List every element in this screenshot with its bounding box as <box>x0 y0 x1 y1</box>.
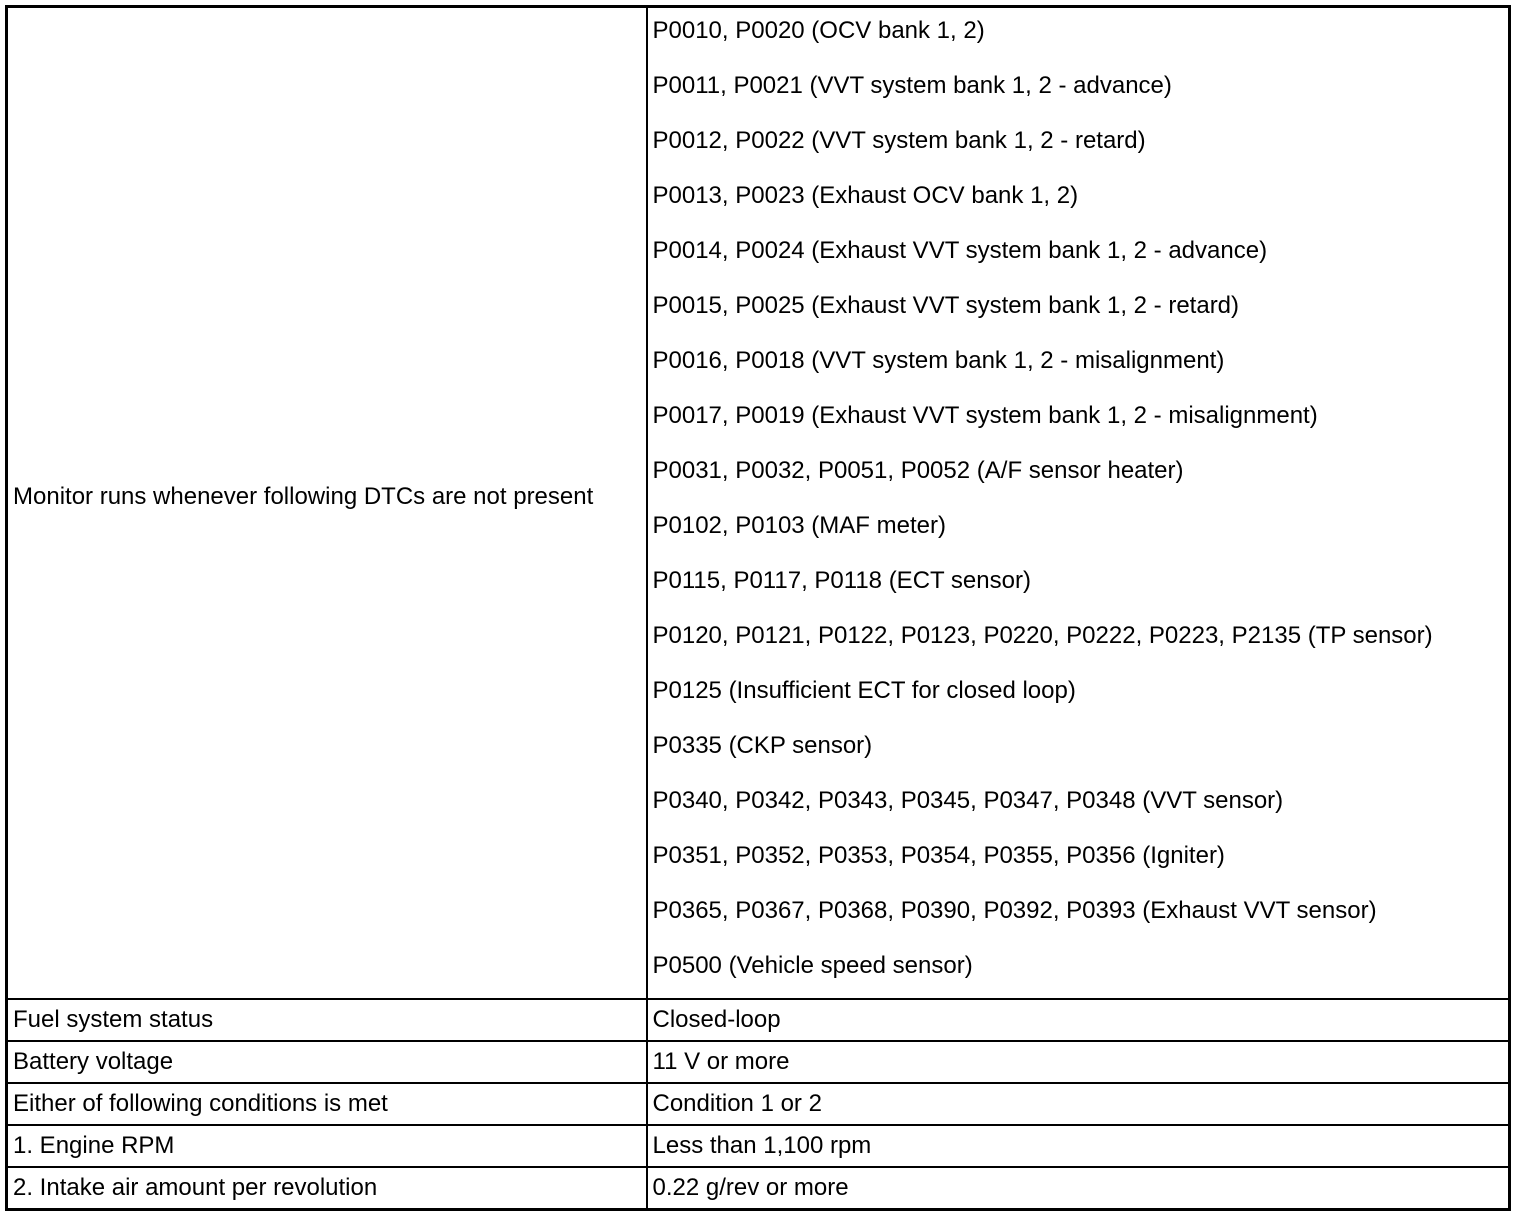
table-row-engine-rpm <box>7 1125 1510 1167</box>
dtc-item: P0500 (Vehicle speed sensor) <box>652 952 973 979</box>
dtc-item: P0351, P0352, P0353, P0354, P0355, P0356 (Igniter) <box>652 842 1225 869</box>
dtc-item: P0125 (Insufficient ECT for closed loop) <box>652 677 1076 704</box>
row-value: 0.22 g/rev or more <box>647 1167 1510 1209</box>
row-label: Fuel system status <box>7 999 647 1041</box>
table-row-either-condition <box>7 1083 1510 1125</box>
dtc-item: P0102, P0103 (MAF meter) <box>652 512 946 539</box>
row-label: Either of following conditions is met <box>7 1083 647 1125</box>
dtc-item: P0335 (CKP sensor) <box>652 732 873 759</box>
dtc-item: P0014, P0024 (Exhaust VVT system bank 1, 2 - advance) <box>652 237 1268 264</box>
dtc-item: P0013, P0023 (Exhaust OCV bank 1, 2) <box>652 182 1079 209</box>
dtc-item: P0115, P0117, P0118 (ECT sensor) <box>652 567 1031 594</box>
row-label: 2. Intake air amount per revolution <box>7 1167 647 1209</box>
dtc-item: P0340, P0342, P0343, P0345, P0347, P0348 (VVT sensor) <box>652 787 1284 814</box>
condition-label-cell <box>7 7 647 1000</box>
row-value: Closed-loop <box>647 999 1510 1041</box>
monitor-conditions-table <box>5 5 1511 1211</box>
dtc-item: P0365, P0367, P0368, P0390, P0392, P0393 (Exhaust VVT sensor) <box>652 897 1377 924</box>
table-row-dtc-conditions <box>7 7 1510 1000</box>
condition-label: Monitor runs whenever following DTCs are not present <box>13 483 594 510</box>
dtc-item: P0016, P0018 (VVT system bank 1, 2 - misalignment) <box>652 347 1225 374</box>
dtc-item: P0015, P0025 (Exhaust VVT system bank 1, 2 - retard) <box>652 292 1240 319</box>
row-label: 1. Engine RPM <box>7 1125 647 1167</box>
row-value: 11 V or more <box>647 1041 1510 1083</box>
dtc-item: P0120, P0121, P0122, P0123, P0220, P0222, P0223, P2135 (TP sensor) <box>652 622 1433 649</box>
table-row-battery-voltage <box>7 1041 1510 1083</box>
table-row-intake-air <box>7 1167 1510 1209</box>
row-value: Condition 1 or 2 <box>647 1083 1510 1125</box>
dtc-list <box>653 8 1509 998</box>
dtc-item: P0010, P0020 (OCV bank 1, 2) <box>652 17 985 44</box>
row-value: Less than 1,100 rpm <box>647 1125 1510 1167</box>
table-row-fuel-system <box>7 999 1510 1041</box>
row-label: Battery voltage <box>7 1041 647 1083</box>
dtc-list-cell <box>647 7 1510 1000</box>
dtc-item: P0011, P0021 (VVT system bank 1, 2 - advance) <box>652 72 1172 99</box>
dtc-item: P0031, P0032, P0051, P0052 (A/F sensor heater) <box>652 457 1184 484</box>
dtc-item: P0012, P0022 (VVT system bank 1, 2 - retard) <box>652 127 1146 154</box>
dtc-item: P0017, P0019 (Exhaust VVT system bank 1, 2 - misalignment) <box>652 402 1318 429</box>
